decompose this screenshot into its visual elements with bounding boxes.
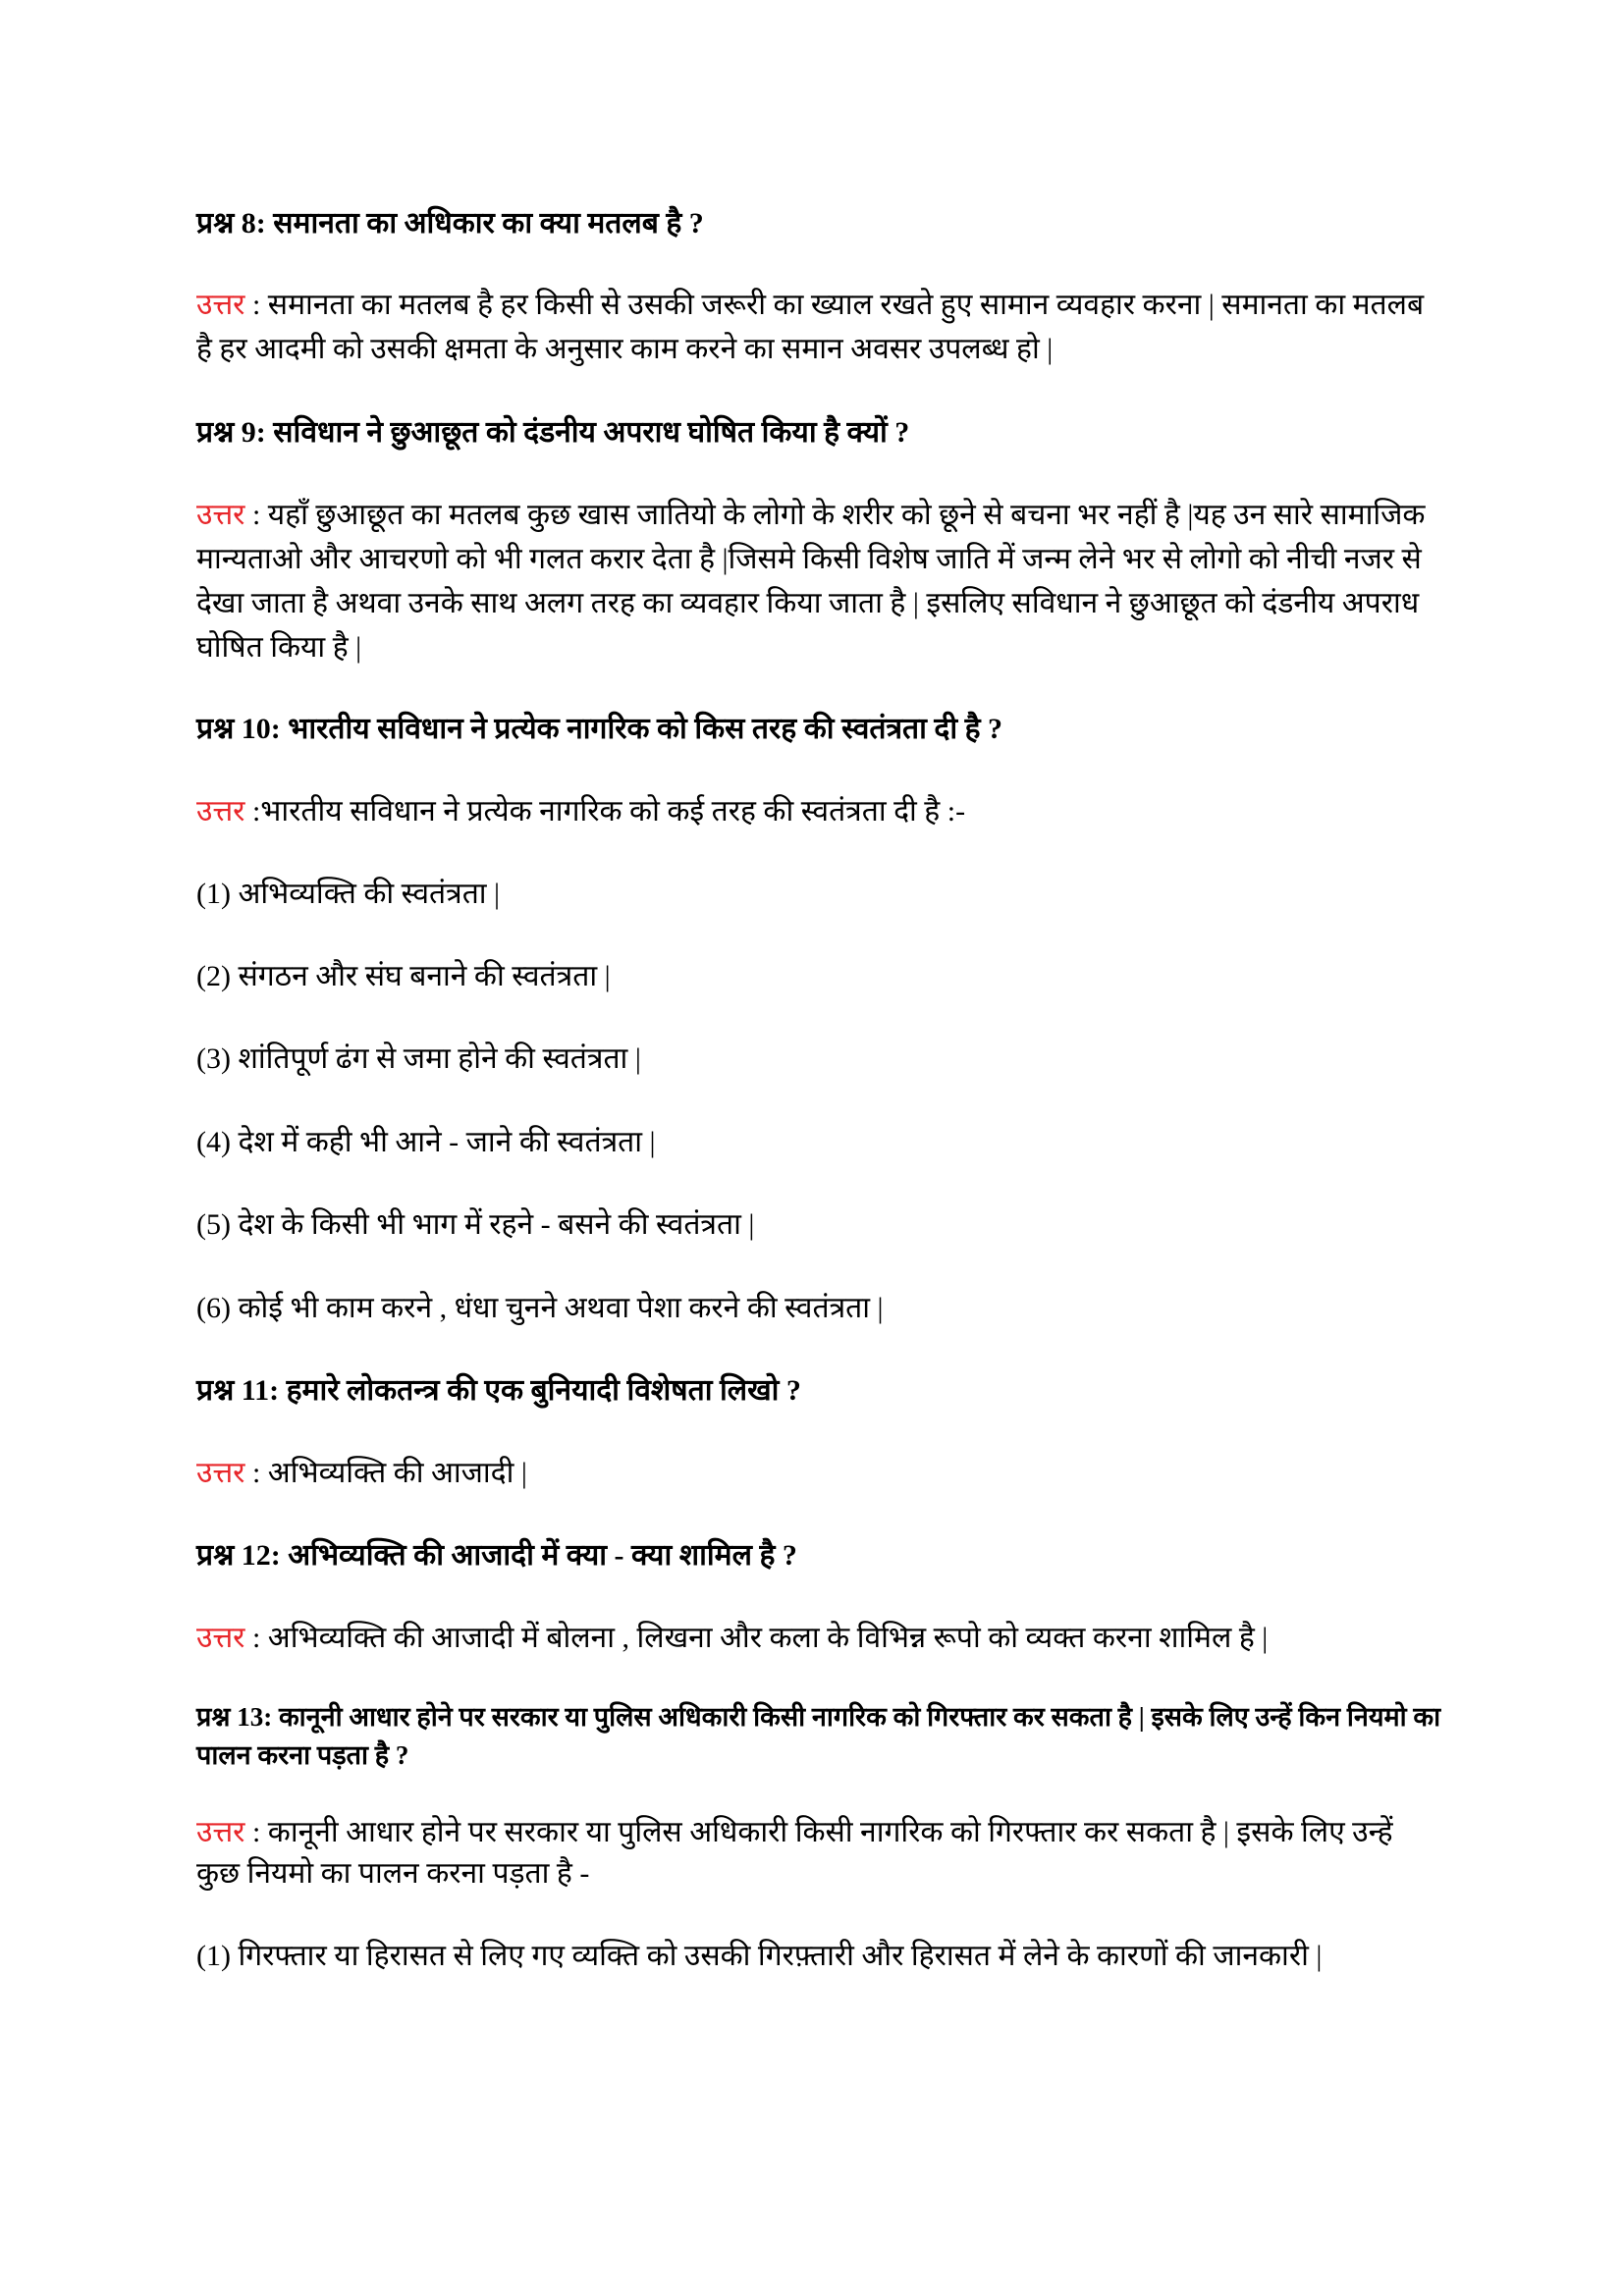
- answer-label: उत्तर: [196, 1816, 245, 1848]
- answer-9: [196, 493, 1443, 669]
- answer-11: [196, 1451, 1443, 1495]
- answer-label: उत्तर: [196, 499, 245, 531]
- answer-label: उत्तर: [196, 289, 245, 321]
- question-11: प्रश्न 11: हमारे लोकतन्त्र की एक बुनियादी विशेषता लिखो ?: [196, 1374, 801, 1407]
- answer-text: : अभिव्यक्ति की आजादी |: [244, 1457, 527, 1489]
- answer-text: : कानूनी आधार होने पर सरकार या पुलिस अधिकारी किसी नागरिक को गिरफ्तार कर सकता है | इसके लिए उन्हें कुछ नियमो का पालन करना पड़ता है -: [196, 1816, 1393, 1890]
- list-item: (5) देश के किसी भी भाग में रहने - बसने की स्वतंत्रता |: [196, 1208, 755, 1241]
- question-12: प्रश्न 12: अभिव्यक्ति की आजादी में क्या - क्या शामिल है ?: [196, 1539, 797, 1572]
- list-item: (1) गिरफ्तार या हिरासत से लिए गए व्यक्ति को उसकी गिरफ़्तारी और हिरासत में लेने के कारणों की जानकारी |: [196, 1940, 1323, 1972]
- question-8: प्रश्न 8: समानता का अधिकार का क्या मतलब है ?: [196, 207, 704, 240]
- list-item: (1) अभिव्यक्ति की स्वतंत्रता |: [196, 878, 501, 910]
- answer-label: उत्तर: [196, 795, 245, 828]
- answer-text: :भारतीय सविधान ने प्रत्येक नागरिक को कई तरह की स्वतंत्रता दी है :-: [244, 795, 966, 828]
- answer-8: [196, 283, 1443, 371]
- answer-text: : समानता का मतलब है हर किसी से उसकी जरूरी का ख्याल रखते हुए सामान व्यवहार करना | समानता का मतलब है हर आदमी को उसकी क्षमता के अनुसार काम करने का समान अवसर उपलब्ध हो |: [196, 289, 1425, 365]
- list-item: (3) शांतिपूर्ण ढंग से जमा होने की स्वतंत्रता |: [196, 1042, 641, 1075]
- answer-label: उत्तर: [196, 1457, 245, 1489]
- answer-13: [196, 1812, 1443, 1895]
- answer-label: उत्तर: [196, 1622, 245, 1654]
- list-item: (4) देश में कही भी आने - जाने की स्वतंत्रता |: [196, 1126, 656, 1158]
- answer-10: [196, 789, 1443, 833]
- question-9: प्रश्न 9: सविधान ने छुआछूत को दंडनीय अपराध घोषित किया है क्यों ?: [196, 416, 910, 449]
- question-10: प्रश्न 10: भारतीय सविधान ने प्रत्येक नागरिक को किस तरह की स्वतंत्रता दी है ?: [196, 713, 1003, 745]
- list-item: (6) कोई भी काम करने , धंधा चुनने अथवा पेशा करने की स्वतंत्रता |: [196, 1292, 884, 1324]
- list-item: (2) संगठन और संघ बनाने की स्वतंत्रता |: [196, 960, 611, 992]
- answer-12: [196, 1616, 1443, 1660]
- question-13: प्रश्न 13: कानूनी आधार होने पर सरकार या पुलिस अधिकारी किसी नागरिक को गिरफ्तार कर सकता है | इसके लिए उन्हें किन नियमो का पालन करना पड़ता है ?: [196, 1702, 1441, 1770]
- answer-text: : अभिव्यक्ति की आजादी में बोलना , लिखना और कला के विभिन्न रूपो को व्यक्त करना शामिल है |: [244, 1622, 1269, 1654]
- answer-text: : यहाँ छुआछूत का मतलब कुछ खास जातियो के लोगो के शरीर को छूने से बचना भर नहीं है |यह उन सारे सामाजिक मान्यताओ और आचरणो को भी गलत करार देता है |जिसमे किसी विशेष जाति में जन्म लेने भर से लोगो को नीची नजर से देखा जाता है अथवा उनके साथ अलग तरह का व्यवहार किया जाता है | इसलिए सविधान ने छुआछूत को दंडनीय अपराध घोषित किया है |: [196, 499, 1426, 664]
